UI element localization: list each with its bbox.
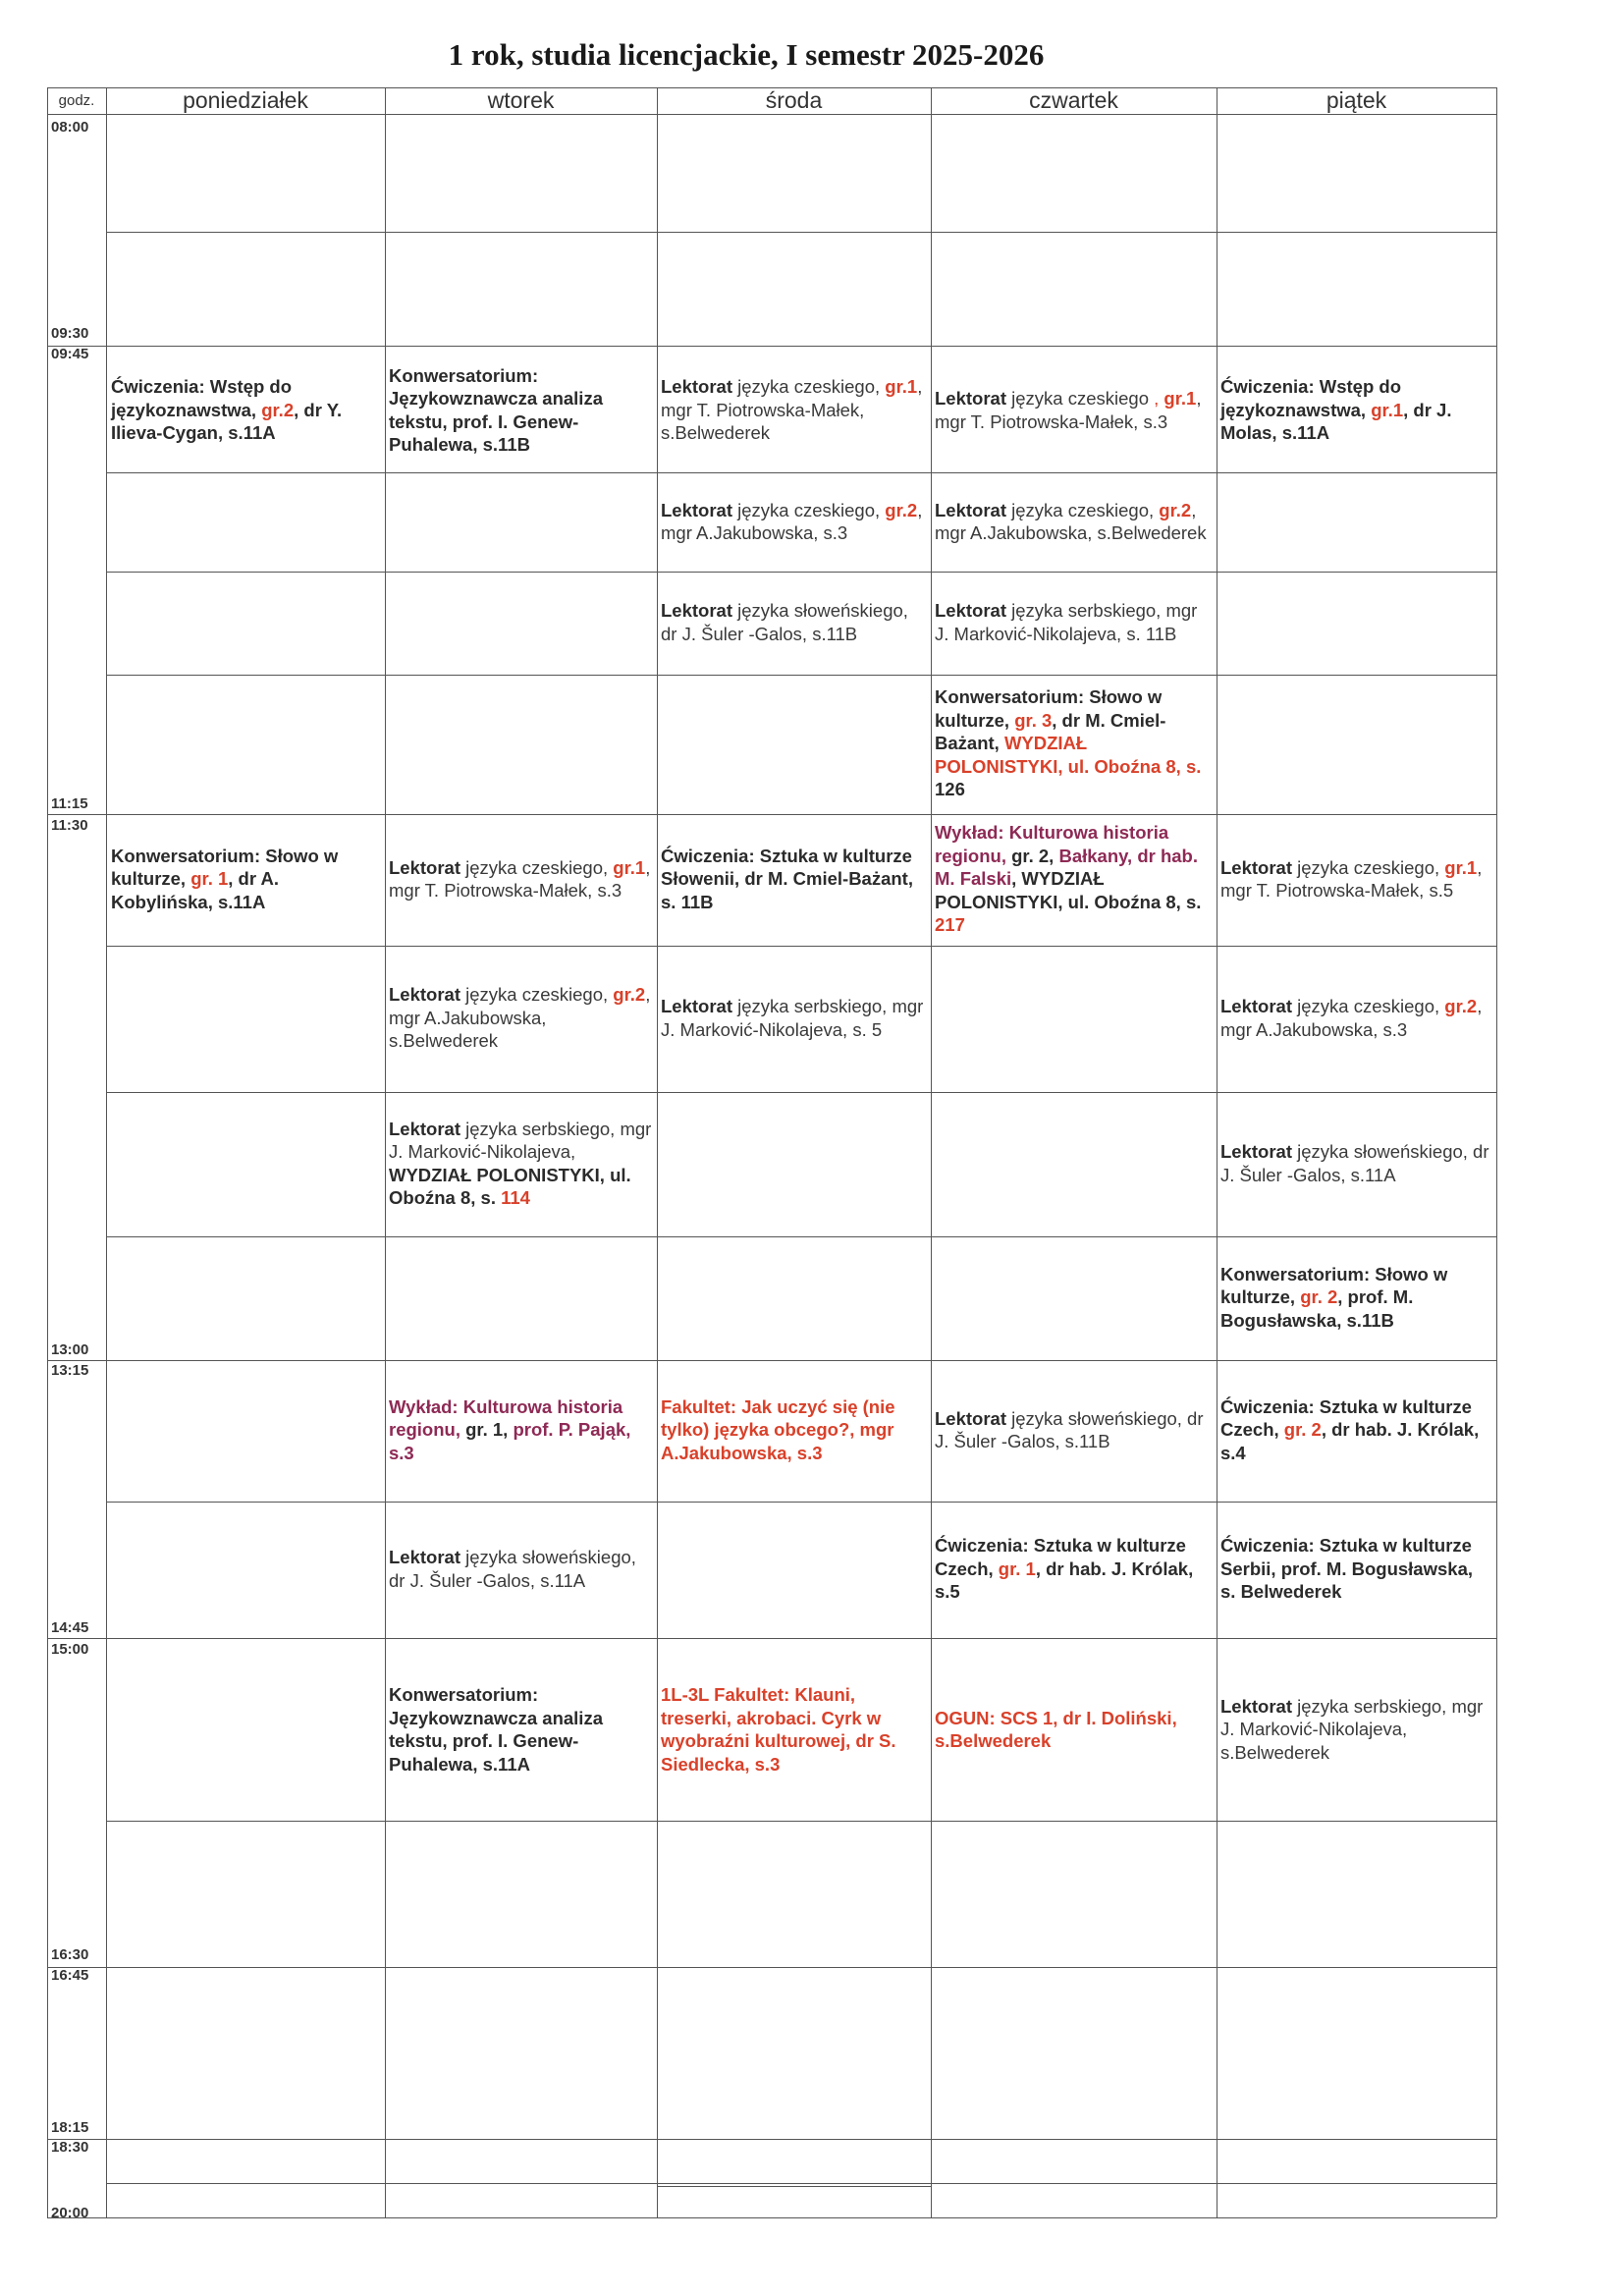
entry-text-run: gr. 2 [1283, 1419, 1322, 1441]
class-entry [931, 814, 1217, 944]
grid-line [106, 1821, 1496, 1822]
entry-text-run: Wykład: Kulturowa historia regionu, [389, 1395, 623, 1441]
entry-text-run: gr.2 [885, 499, 918, 520]
header-tuesday: wtorek [487, 87, 555, 113]
entry-text-run: Wykład: Kulturowa historia regionu, [935, 822, 1169, 866]
class-entry [385, 814, 657, 944]
grid-line [106, 2183, 1496, 2184]
grid-line [47, 2139, 1496, 2140]
entry-text-run: Lektorat [935, 1407, 1006, 1429]
entry-text-run: języka serbskiego, mgr J. Marković-Nikolajeva, s. 5 [661, 996, 924, 1040]
entry-text-run: języka czeskiego, [460, 856, 614, 878]
entry-text-run: Bałkany, dr hab. M. Falski [935, 845, 1198, 890]
entry-text-run: Ćwiczenia: Sztuka w kulturze Serbii, prof. M. Bogusławska, s. Belwederek [1220, 1535, 1473, 1603]
entry-text-run: gr.1 [1371, 399, 1404, 420]
entry-text-run: prof. P. Pająk, s.3 [389, 1419, 631, 1463]
entry-text-run: Konwersatorium: Językowznawcza analiza tekstu, prof. I. Genew-Puhalewa, s.11A [389, 1684, 603, 1775]
entry-text-run: Lektorat [935, 600, 1006, 621]
entry-text-run: gr. 1 [998, 1558, 1036, 1579]
entry-text-run: , [1154, 388, 1160, 409]
entry-text-run: języka słoweńskiego, dr J. Šuler -Galos, s.11B [661, 600, 908, 644]
time-label: 11:15 [51, 795, 88, 812]
class-entry [107, 349, 385, 471]
entry-text-run: 114 [495, 1187, 530, 1208]
entry-text-run: , dr J. Molas, s.11A [1220, 399, 1452, 444]
time-label: 15:00 [51, 1641, 89, 1658]
class-entry [1217, 1502, 1496, 1636]
entry-text-run: , mgr T. Piotrowska-Małek, s.3 [389, 856, 651, 901]
time-label: 20:00 [51, 2205, 89, 2221]
class-entry [385, 1502, 657, 1636]
header-thursday: czwartek [1029, 87, 1118, 113]
entry-text-run: Lektorat [389, 984, 460, 1006]
entry-text-run: gr.1 [1163, 388, 1197, 409]
entry-text-run: Konwersatorium: Językowznawcza analiza tekstu, prof. I. Genew-Puhalewa, s.11B [389, 364, 603, 455]
grid-line [657, 2186, 931, 2187]
entry-text-run: Lektorat [1220, 996, 1292, 1016]
grid-line [47, 2217, 1496, 2218]
entry-text-run: , dr M. Cmiel-Bażant, [935, 709, 1166, 754]
class-entry [931, 572, 1217, 673]
time-label: 09:45 [51, 346, 89, 362]
grid-line [106, 675, 1496, 676]
entry-text-run: gr.1 [1444, 856, 1478, 878]
entry-text-run: gr.2 [1444, 996, 1478, 1016]
entry-text-run: Lektorat [1220, 1695, 1292, 1717]
entry-text-run: , mgr A.Jakubowska, s.Belwederek [389, 984, 651, 1052]
entry-text-run: , prof. M. Bogusławska, s.11B [1220, 1286, 1414, 1331]
class-entry [657, 1638, 931, 1821]
entry-text-run: gr.1 [885, 376, 918, 398]
entry-text-run: Ćwiczenia: Sztuka w kulturze Czech, [1220, 1395, 1472, 1441]
grid-line [106, 232, 1496, 233]
entry-text-run: 217 [935, 914, 965, 936]
entry-text-run: języka słoweńskiego, dr J. Šuler -Galos, s.11A [1220, 1141, 1489, 1185]
entry-text-run: języka serbskiego, mgr J. Marković-Nikolajeva, s.Belwederek [1220, 1695, 1484, 1763]
entry-text-run: OGUN: SCS 1, dr I. Doliński, s.Belwederek [935, 1707, 1177, 1751]
entry-text-run: gr.2 [613, 984, 646, 1006]
class-entry [657, 814, 931, 944]
grid-line [1496, 87, 1497, 2217]
class-entry [385, 349, 657, 471]
entry-text-run: Konwersatorium: Słowo w kulturze, [935, 686, 1163, 731]
time-label: 08:00 [51, 119, 89, 136]
entry-text-run: gr.2 [1159, 499, 1192, 520]
class-entry [1217, 1638, 1496, 1821]
class-entry [1217, 1360, 1496, 1500]
class-entry [107, 814, 385, 944]
entry-text-run: Ćwiczenia: Sztuka w kulturze Słowenii, dr M. Cmiel-Bażant, s. 11B [661, 845, 913, 912]
grid-line [47, 114, 1496, 115]
entry-text-run: Ćwiczenia: Sztuka w kulturze Czech, [935, 1535, 1186, 1579]
class-entry [657, 572, 931, 673]
entry-text-run: Lektorat [661, 600, 732, 621]
entry-text-run: Konwersatorium: Słowo w kulturze, [1220, 1263, 1448, 1308]
class-entry [657, 349, 931, 471]
class-entry [931, 1502, 1217, 1636]
entry-text-run: Konwersatorium: Słowo w kulturze, [111, 845, 339, 890]
entry-text-run: gr.2 [261, 399, 295, 420]
class-entry [931, 1638, 1217, 1821]
entry-text-run: języka serbskiego, mgr J. Marković-Nikolajeva, [389, 1118, 652, 1162]
header-friday: piątek [1325, 87, 1387, 113]
time-label: 16:45 [51, 1967, 89, 1984]
entry-text-run: , dr A. Kobylińska, s.11A [111, 868, 280, 912]
entry-text-run: gr. 2 [1300, 1286, 1338, 1308]
time-label: 16:30 [51, 1946, 89, 1963]
header-wednesday: środa [765, 87, 823, 113]
entry-text-run: języka czeskiego, [460, 984, 614, 1006]
entry-text-run: Lektorat [1220, 856, 1292, 878]
class-entry [931, 473, 1217, 570]
entry-text-run: , dr hab. J. Królak, s.5 [935, 1558, 1194, 1603]
time-label: 09:30 [51, 325, 89, 342]
class-entry [1217, 814, 1496, 944]
entry-text-run: , mgr T. Piotrowska-Małek, s.3 [935, 388, 1202, 432]
entry-text-run: , mgr A.Jakubowska, s.3 [661, 499, 923, 543]
time-label: 13:00 [51, 1341, 89, 1358]
entry-text-run: gr. 1, [460, 1419, 514, 1441]
class-entry [1217, 1236, 1496, 1358]
grid-line [47, 1967, 1496, 1968]
entry-text-run: Lektorat [1220, 1141, 1292, 1162]
class-entry [931, 1360, 1217, 1500]
entry-text-run: , mgr A.Jakubowska, s.3 [1220, 996, 1483, 1040]
entry-text-run: , mgr T. Piotrowska-Małek, s.Belwederek [661, 376, 923, 444]
entry-text-run: 1L-3L Fakultet: Klauni, treserki, akrobaci. Cyrk w wyobraźni kulturowej, dr S. Siedlecka, s.3 [661, 1684, 896, 1775]
entry-text-run: gr.1 [613, 856, 646, 878]
entry-text-run: Fakultet: Jak uczyć się (nie tylko) języka obcego?, mgr A.Jakubowska, s.3 [661, 1395, 895, 1463]
header-godz: godz. [58, 92, 95, 109]
page-title: 1 rok, studia licencjackie, I semestr 2025-2026 [448, 37, 1045, 72]
entry-text-run: języka słoweńskiego, dr J. Šuler -Galos, s.11A [389, 1547, 636, 1591]
entry-text-run: Lektorat [389, 1118, 460, 1139]
entry-text-run: , dr Y. Ilieva-Cygan, s.11A [111, 399, 343, 444]
entry-text-run: języka czeskiego, [1292, 996, 1445, 1016]
class-entry [1217, 1092, 1496, 1234]
class-entry [1217, 946, 1496, 1090]
class-entry [1217, 349, 1496, 471]
entry-text-run: języka słoweńskiego, dr J. Šuler -Galos, s.11B [935, 1407, 1204, 1451]
entry-text-run: Lektorat [661, 376, 732, 398]
entry-text-run: języka czeskiego [1006, 388, 1155, 409]
entry-text-run: WYDZIAŁ POLONISTYKI, ul. Oboźna 8, s. [389, 1164, 631, 1208]
entry-text-run: , mgr T. Piotrowska-Małek, s.5 [1220, 856, 1483, 901]
entry-text-run: Lektorat [661, 499, 732, 520]
time-label: 18:15 [51, 2119, 89, 2136]
entry-text-run: WYDZIAŁ POLONISTYKI, ul. Oboźna 8, s. [935, 733, 1202, 777]
class-entry [385, 1360, 657, 1500]
entry-text-run: języka czeskiego, [732, 499, 886, 520]
entry-text-run: języka czeskiego, [1292, 856, 1445, 878]
entry-text-run: języka serbskiego, mgr J. Marković-Nikolajeva, s. 11B [935, 600, 1198, 644]
class-entry [657, 473, 931, 570]
entry-text-run: gr. 1 [190, 868, 229, 890]
entry-text-run: Lektorat [389, 856, 460, 878]
entry-text-run: gr. 2, [1005, 845, 1059, 866]
entry-text-run: Lektorat [935, 499, 1006, 520]
class-entry [385, 1092, 657, 1234]
entry-text-run: języka czeskiego, [732, 376, 886, 398]
time-label: 11:30 [51, 817, 88, 834]
grid-line [47, 346, 1496, 347]
grid-line [47, 87, 1496, 88]
entry-text-run: Ćwiczenia: Wstęp do językoznawstwa, [111, 376, 292, 420]
class-entry [657, 946, 931, 1090]
class-entry [385, 1638, 657, 1821]
header-monday: poniedziałek [183, 87, 308, 113]
entry-text-run: 126 [935, 779, 965, 800]
entry-text-run: języka czeskiego, [1006, 499, 1160, 520]
time-label: 14:45 [51, 1619, 89, 1636]
entry-text-run: Lektorat [935, 388, 1006, 409]
entry-text-run: , mgr A.Jakubowska, s.Belwederek [935, 499, 1207, 543]
class-entry [931, 349, 1217, 471]
class-entry [385, 946, 657, 1090]
entry-text-run: Lektorat [661, 996, 732, 1016]
class-entry [657, 1360, 931, 1500]
entry-text-run: Ćwiczenia: Wstęp do językoznawstwa, [1220, 376, 1401, 420]
class-entry [931, 675, 1217, 812]
entry-text-run: Lektorat [389, 1547, 460, 1567]
grid-line [47, 87, 48, 2217]
entry-text-run: , dr hab. J. Królak, s.4 [1220, 1419, 1480, 1463]
time-label: 18:30 [51, 2139, 89, 2156]
time-label: 13:15 [51, 1362, 89, 1379]
entry-text-run: , WYDZIAŁ POLONISTYKI, ul. Oboźna 8, s. [935, 868, 1202, 912]
entry-text-run: gr. 3 [1014, 709, 1053, 731]
